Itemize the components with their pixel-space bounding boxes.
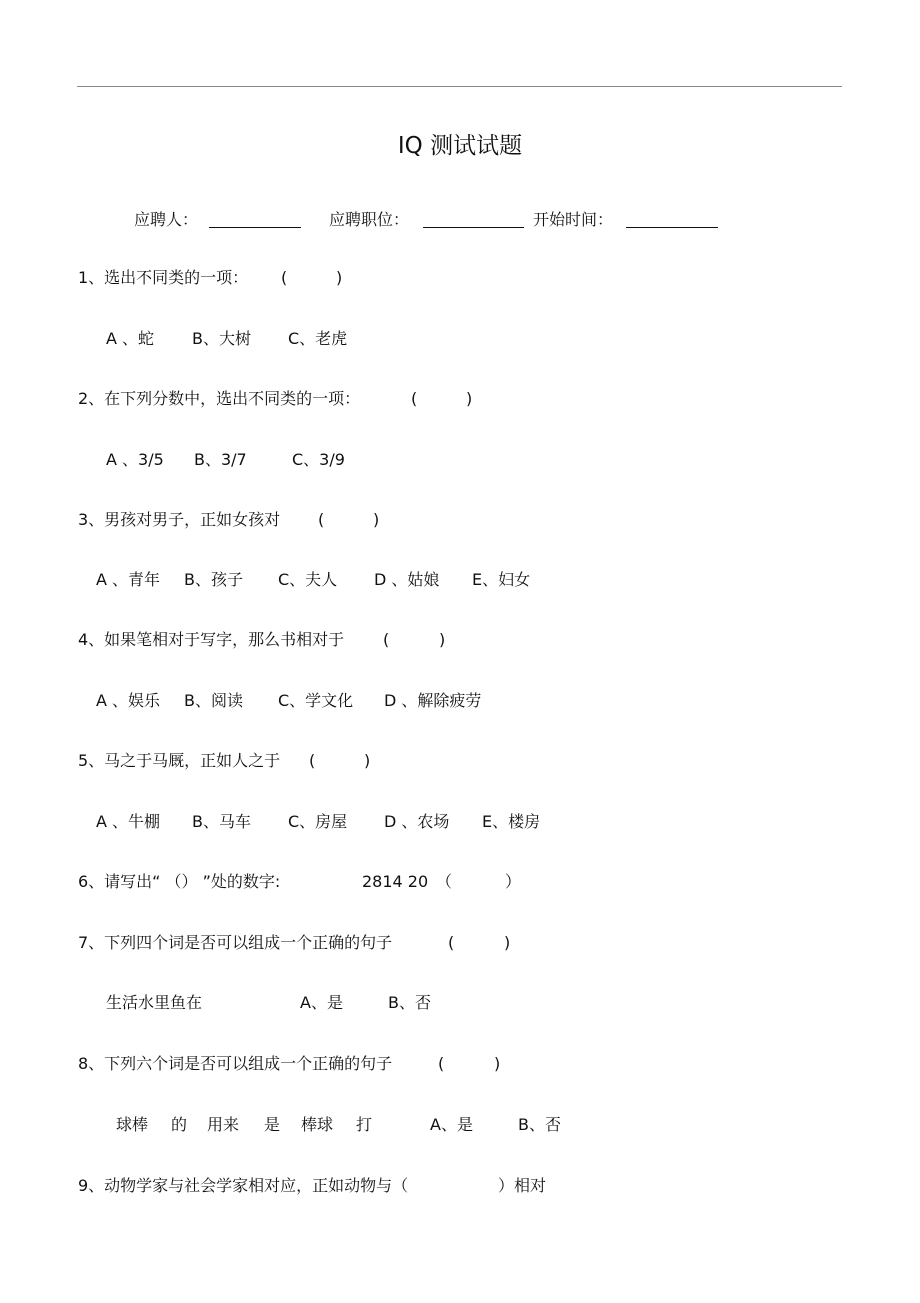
- question-stem: 7、下列四个词是否可以组成一个正确的句子: [78, 933, 393, 952]
- start-time-blank[interactable]: [626, 227, 718, 228]
- question-stem: 1、选出不同类的一项：: [78, 268, 249, 287]
- page-title: IQ 测试试题: [397, 133, 523, 159]
- option: C、学文化: [278, 691, 354, 710]
- answer-paren-open: (: [281, 268, 288, 287]
- option: D 、姑娘: [374, 570, 440, 589]
- question-stem: 4、如果笔相对于写字，那么书相对于: [78, 630, 345, 649]
- word: 用来: [207, 1115, 240, 1134]
- option: D 、解除疲劳: [384, 691, 482, 710]
- option: B、马车: [192, 812, 251, 831]
- option: C、3/9: [292, 450, 345, 469]
- answer-paren-open: (: [309, 751, 316, 770]
- option: C、房屋: [288, 812, 348, 831]
- word: 棒球: [301, 1115, 334, 1134]
- question-stem: 6、请写出“ （） ”处的数字:: [78, 872, 281, 891]
- answer-paren-close: ): [336, 268, 343, 287]
- option: C、老虎: [288, 329, 348, 348]
- answer-paren-open: （: [436, 872, 453, 891]
- option: E、妇女: [472, 570, 531, 589]
- position-blank[interactable]: [423, 227, 524, 228]
- answer-paren-open: (: [438, 1054, 445, 1073]
- answer-paren-close: ): [439, 630, 446, 649]
- answer-paren-close: ）: [505, 872, 522, 891]
- option: A、是: [300, 993, 343, 1012]
- option: B、阅读: [184, 691, 243, 710]
- option: B、大树: [192, 329, 251, 348]
- question-stem: 8、下列六个词是否可以组成一个正确的句子: [78, 1054, 393, 1073]
- option: A 、牛棚: [96, 812, 161, 831]
- option: A 、蛇: [106, 329, 155, 348]
- applicant-blank[interactable]: [209, 227, 301, 228]
- option: B、孩子: [184, 570, 243, 589]
- word-group: 生活水里鱼在: [106, 993, 203, 1012]
- word: 是: [264, 1115, 281, 1134]
- option: A、是: [430, 1115, 473, 1134]
- option: B、3/7: [194, 450, 247, 469]
- answer-paren-open: (: [383, 630, 390, 649]
- start-time-label: 开始时间：: [533, 210, 614, 229]
- answer-paren-close: ): [494, 1054, 501, 1073]
- answer-paren-close: ): [504, 933, 511, 952]
- top-rule: [77, 86, 842, 87]
- number-sequence: 2814 20: [362, 872, 429, 891]
- question-tail: ）相对: [498, 1176, 547, 1195]
- question-stem: 9、动物学家与社会学家相对应，正如动物与（: [78, 1176, 409, 1195]
- option: A 、3/5: [106, 450, 164, 469]
- option: C、夫人: [278, 570, 338, 589]
- answer-paren-close: ): [373, 510, 380, 529]
- answer-paren-open: (: [411, 389, 418, 408]
- answer-paren-open: (: [318, 510, 325, 529]
- answer-paren-open: (: [448, 933, 455, 952]
- option: E、楼房: [482, 812, 541, 831]
- word: 球棒: [116, 1115, 149, 1134]
- option: B、否: [388, 993, 431, 1012]
- question-stem: 3、男孩对男子，正如女孩对: [78, 510, 281, 529]
- question-stem: 5、马之于马厩，正如人之于: [78, 751, 281, 770]
- option: D 、农场: [384, 812, 450, 831]
- applicant-label: 应聘人：: [134, 210, 199, 229]
- answer-paren-close: ): [364, 751, 371, 770]
- answer-paren-close: ): [466, 389, 473, 408]
- option: B、否: [518, 1115, 561, 1134]
- position-label: 应聘职位：: [329, 210, 410, 229]
- option: A 、青年: [96, 570, 161, 589]
- question-stem: 2、在下列分数中，选出不同类的一项：: [78, 389, 361, 408]
- word: 的: [171, 1115, 188, 1134]
- word: 打: [356, 1115, 373, 1134]
- option: A 、娱乐: [96, 691, 161, 710]
